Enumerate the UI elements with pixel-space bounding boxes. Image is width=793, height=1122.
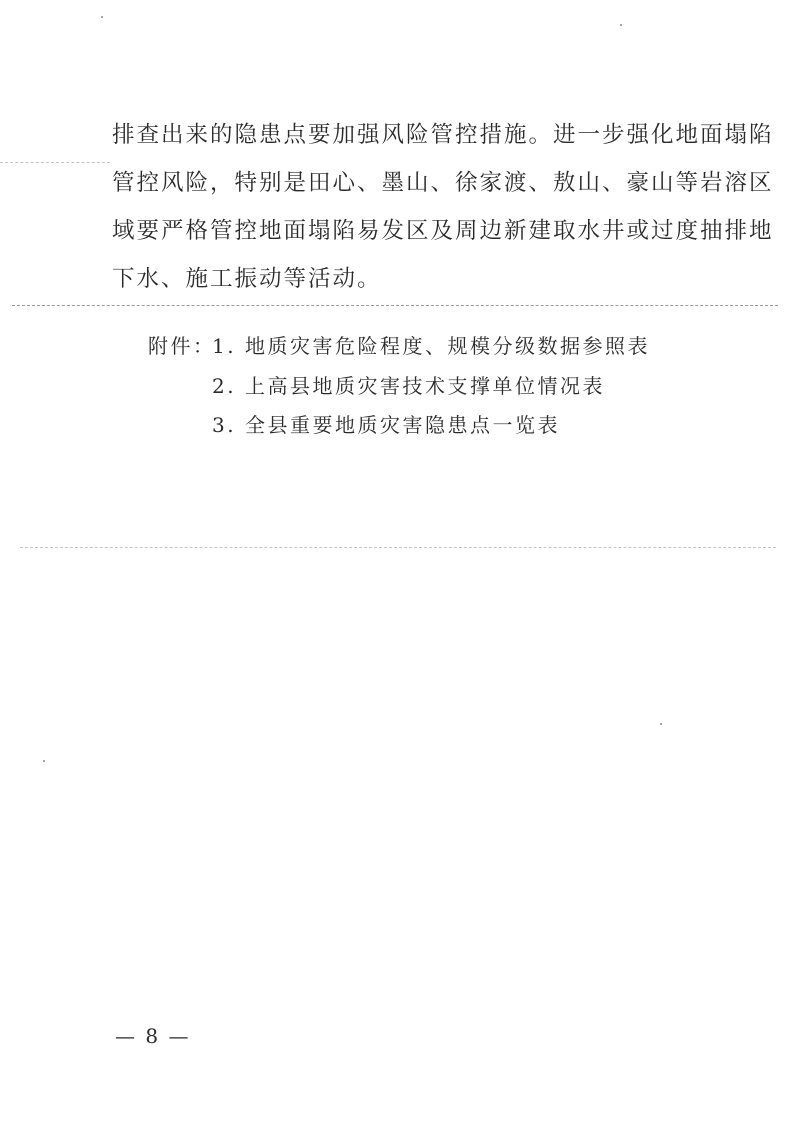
body-line-3: 域要严格管控地面塌陷易发区及周边新建取水井或过度抽排地	[112, 218, 774, 244]
scan-speck	[43, 760, 45, 762]
scan-speck	[101, 16, 103, 18]
attachments-label: 附件：	[148, 334, 216, 358]
attachment-item-3: 3. 全县重要地质灾害隐患点一览表	[212, 413, 560, 437]
scan-line-faint	[0, 162, 110, 163]
body-line-1: 排查出来的隐患点要加强风险管控措施。进一步强化地面塌陷	[112, 122, 774, 148]
scan-speck	[660, 723, 662, 725]
scan-line-middle	[20, 547, 776, 548]
attachment-item-2: 2. 上高县地质灾害技术支撑单位情况表	[212, 374, 605, 398]
attachment-item-1: 1. 地质灾害危险程度、规模分级数据参照表	[212, 334, 650, 358]
body-line-2: 管控风险，特别是田心、墨山、徐家渡、敖山、豪山等岩溶区	[112, 170, 774, 196]
page-number: — 8 —	[115, 1024, 191, 1048]
body-line-4: 下水、施工振动等活动。	[112, 266, 382, 292]
scan-speck	[620, 24, 622, 26]
scan-line-top	[12, 305, 778, 306]
